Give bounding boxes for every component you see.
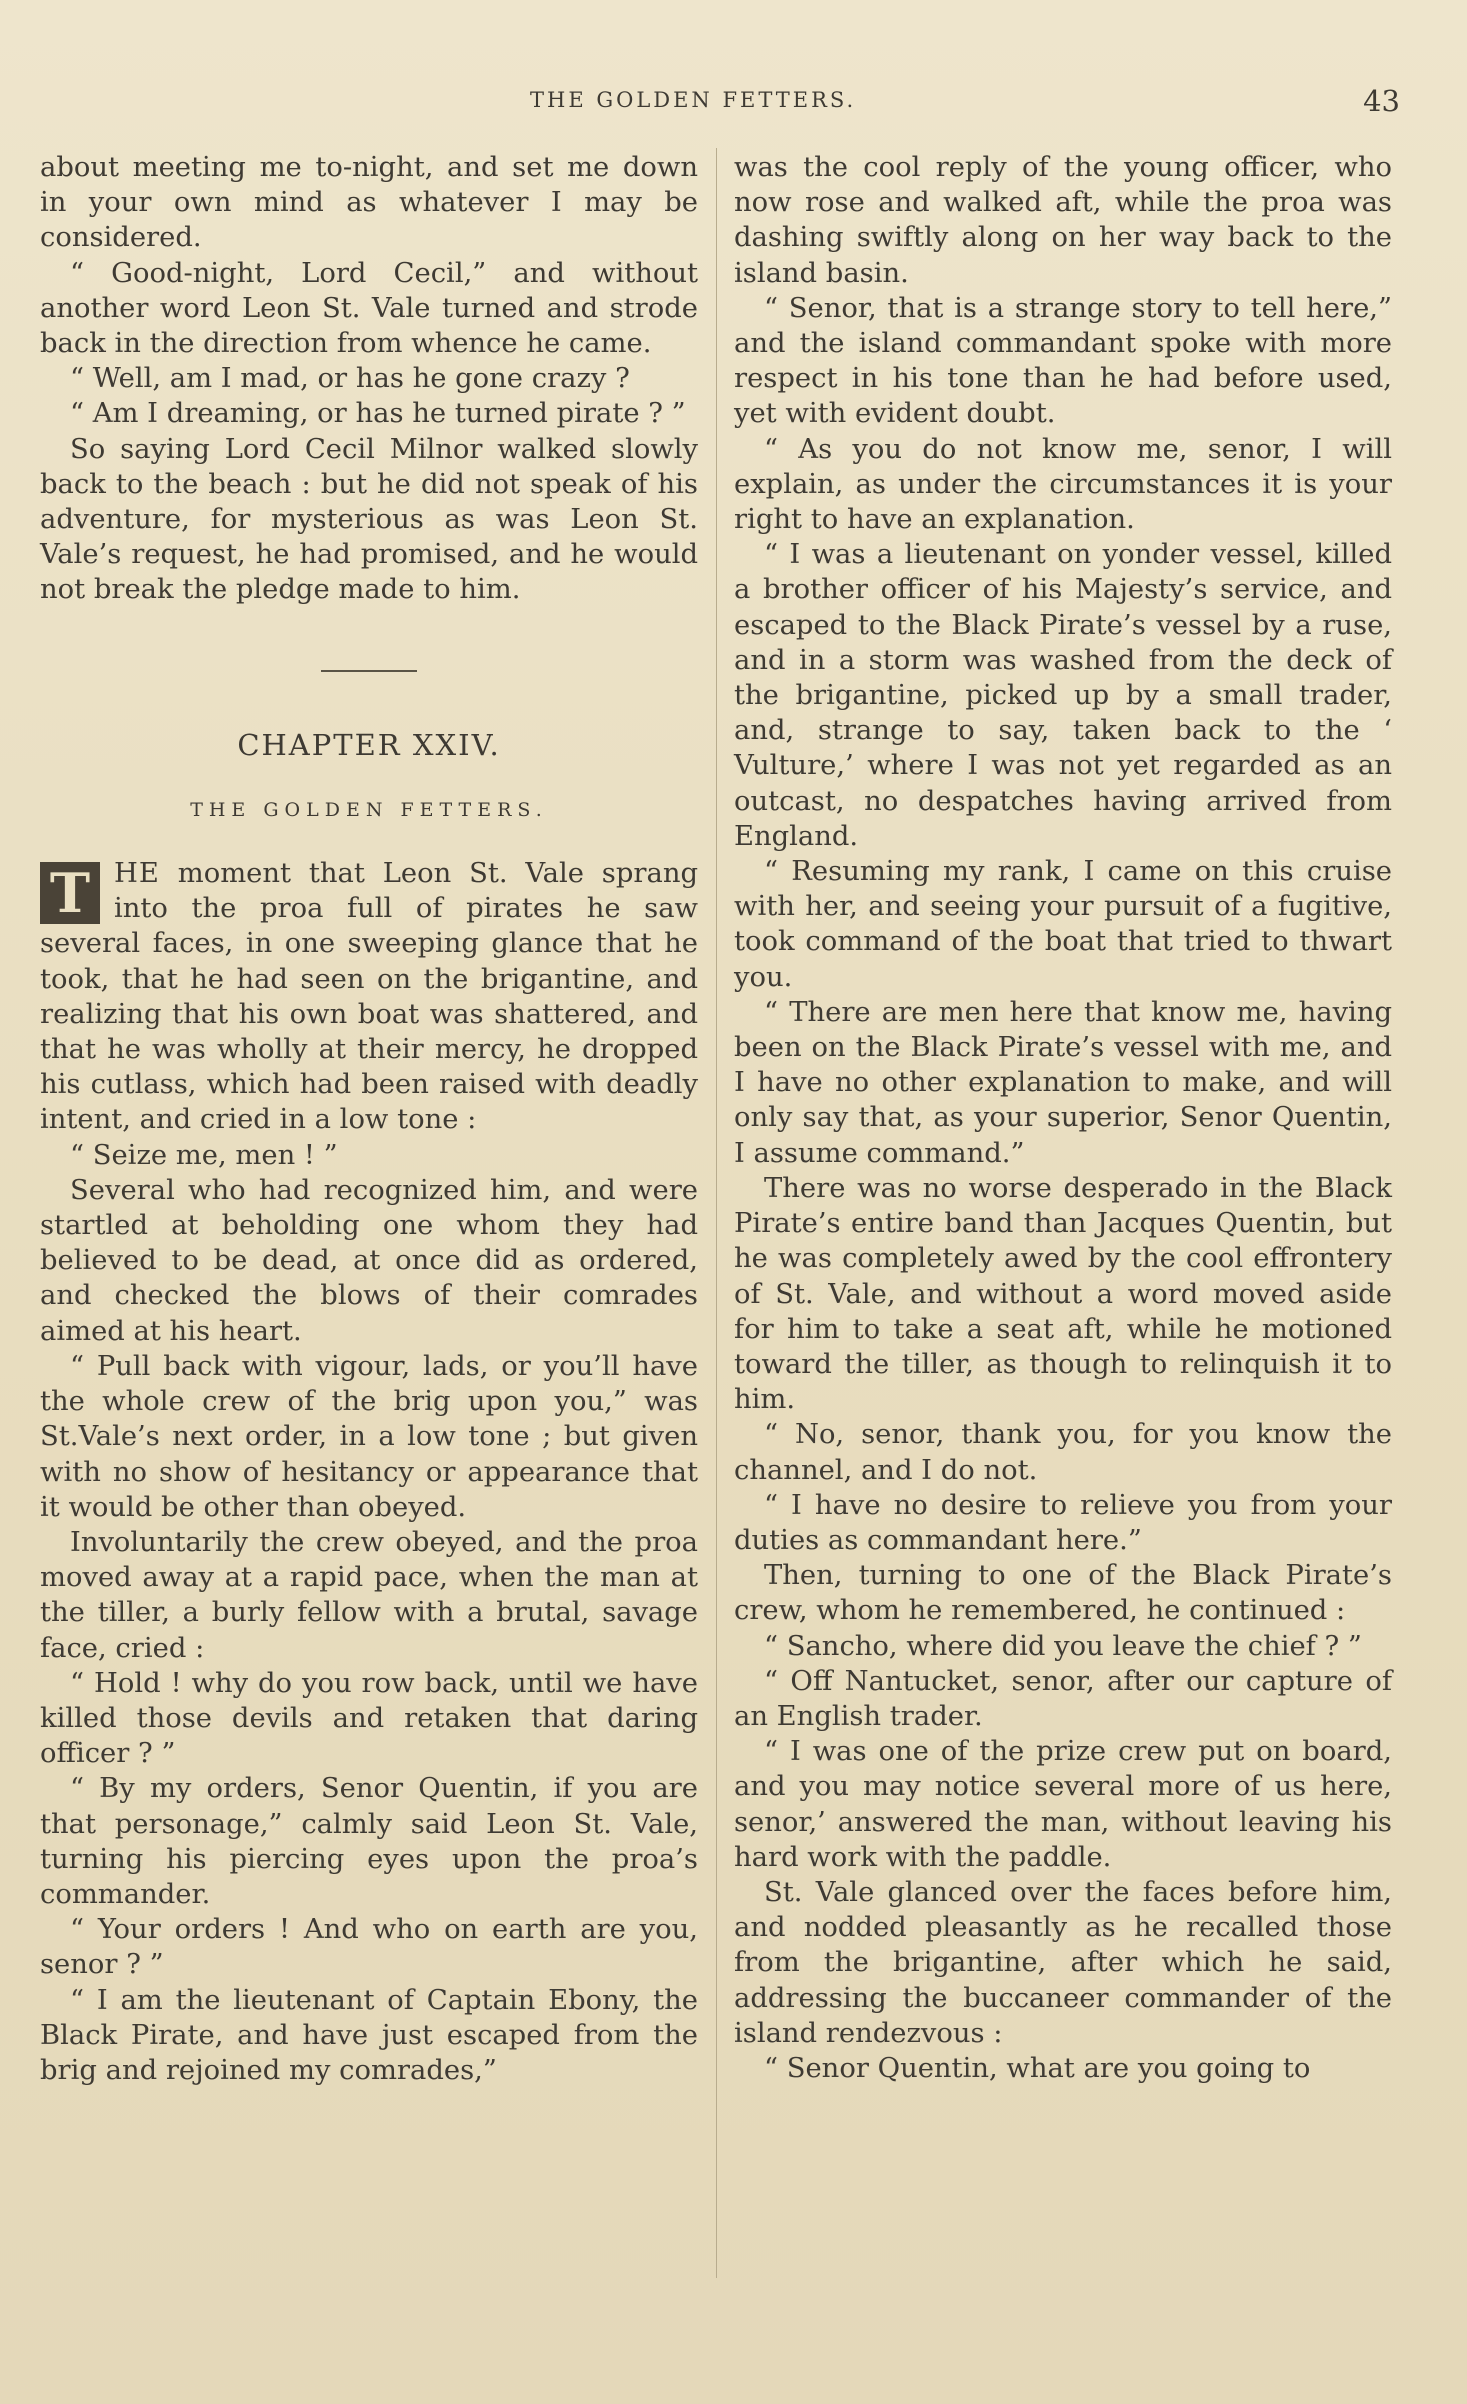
paragraph: “ By my orders, Senor Quentin, if you are that personage,” calmly said Leon St. Vale, turning his piercing eyes upon the proa’s commander. <box>40 1773 698 1910</box>
right-column <box>734 150 1392 2280</box>
paragraph: So saying Lord Cecil Milnor walked slowly back to the beach : but he did not speak of his adventure, for mysterious as was Leon St. Vale’s request, he had promised, and he would not break the pledge made to him. <box>40 433 698 606</box>
paragraph: “ Seize me, men ! ” <box>70 1139 338 1171</box>
paragraph: St. Vale glanced over the faces before him, and nodded pleasantly as he recalled those from the brigantine, after which he said, addressing the buccaneer commander of the island rendezvous : <box>734 1876 1392 2049</box>
paragraph: “ I was a lieutenant on yonder vessel, killed a brother officer of his Majesty’s service, and escaped to the Black Pirate’s vessel by a ruse, and in a storm was washed from the deck of the brigantine, picked up by a small trader, and, strange to say, taken back to the ‘ Vulture,’ where I was not yet regarded as an outcast, no despatches having arrived from England. <box>734 539 1392 852</box>
opening-text: moment that Leon St. Vale sprang into the proa full of pirates he saw several faces, in one sweeping glance that he took, that he had seen on the brigantine, and realizing that his own boat was shattered, and that he was wholly at their mercy, he dropped his cutlass, which had been raised with deadly intent, and cried in a low tone : <box>40 858 698 1136</box>
paragraph: about meeting me to-night, and set me down in your own mind as whatever I may be considered. <box>40 152 698 254</box>
paragraph: was the cool reply of the young officer, who now rose and walked aft, while the proa was dashing swiftly along on her way back to the island basin. <box>734 152 1392 289</box>
chapter-title: CHAPTER XXIV. <box>237 727 501 762</box>
paragraph: “ I am the lieutenant of Captain Ebony, the Black Pirate, and have just escaped from the brig and rejoined my comrades,” <box>40 1984 698 2086</box>
opening-word: HE <box>114 858 160 890</box>
chapter-opening-paragraph <box>40 856 698 1138</box>
paragraph: “ I was one of the prize crew put on board, and you may notice several more of us here, senor,’ answered the man, without leaving his hard work with the paddle. <box>734 1736 1392 1873</box>
paragraph: “ Pull back with vigour, lads, or you’ll have the whole crew of the brig upon you,” was St.Vale’s next order, in a low tone ; but given with no show of hesitancy or appearance that it would be other than obeyed. <box>40 1350 698 1523</box>
drop-cap: T <box>40 862 100 924</box>
running-title: THE GOLDEN FETTERS. <box>530 88 857 112</box>
paragraph: “ Hold ! why do you row back, until we have killed those devils and retaken that daring officer ? ” <box>40 1667 698 1770</box>
paragraph: “ There are men here that know me, having been on the Black Pirate’s vessel with me, and I have no other explanation to make, and will only say that, as your superior, Senor Quentin, I assume command.” <box>734 996 1392 1169</box>
paragraph: “ Am I dreaming, or has he turned pirate ? ” <box>70 398 686 430</box>
paragraph: “ Well, am I mad, or has he gone crazy ? <box>70 363 630 395</box>
paragraph: “ As you do not know me, senor, I will explain, as under the circumstances it is your right to have an explanation. <box>734 433 1392 536</box>
page-number: 43 <box>1363 84 1400 118</box>
paragraph: “ Off Nantucket, senor, after our capture of an English trader. <box>734 1665 1392 1732</box>
paragraph: Then, turning to one of the Black Pirate’s crew, whom he remembered, he continued : <box>734 1560 1392 1627</box>
paragraph: Several who had recognized him, and were startled at beholding one whom they had believed to be dead, at once did as ordered, and checked the blows of their comrades aimed at his heart. <box>40 1174 698 1347</box>
paragraph: “ Resuming my rank, I came on this cruise with her, and seeing your pursuit of a fugitive, took command of the boat that tried to thwart you. <box>734 856 1392 993</box>
section-divider <box>321 670 417 672</box>
paragraph: “ Good-night, Lord Cecil,” and without another word Leon St. Vale turned and strode back in the direction from whence he came. <box>40 257 698 360</box>
paragraph: There was no worse desperado in the Black Pirate’s entire band than Jacques Quentin, but he was completely awed by the cool effrontery of St. Vale, and without a word moved aside for him to take a seat aft, while he motioned toward the tiller, as though to relinquish it to him. <box>734 1172 1392 1416</box>
paragraph: “ Senor, that is a strange story to tell here,” and the island commandant spoke with more respect in his tone than he had before used, yet with evident doubt. <box>734 292 1392 430</box>
paragraph: “ Senor Quentin, what are you going to <box>764 2052 1311 2084</box>
paragraph: “ Your orders ! And who on earth are you, senor ? ” <box>40 1914 698 1981</box>
page-header <box>40 84 1400 124</box>
chapter-subtitle: THE GOLDEN FETTERS. <box>190 798 548 821</box>
paragraph: “ No, senor, thank you, for you know the channel, and I do not. <box>734 1419 1392 1486</box>
column-rule <box>716 148 717 2278</box>
left-column <box>40 150 698 2280</box>
paragraph: “ I have no desire to relieve you from your duties as commandant here.” <box>734 1489 1392 1556</box>
paragraph: “ Sancho, where did you leave the chief ? ” <box>764 1630 1362 1662</box>
paragraph: Involuntarily the crew obeyed, and the proa moved away at a rapid pace, when the man at the tiller, a burly fellow with a brutal, savage face, cried : <box>40 1526 698 1664</box>
